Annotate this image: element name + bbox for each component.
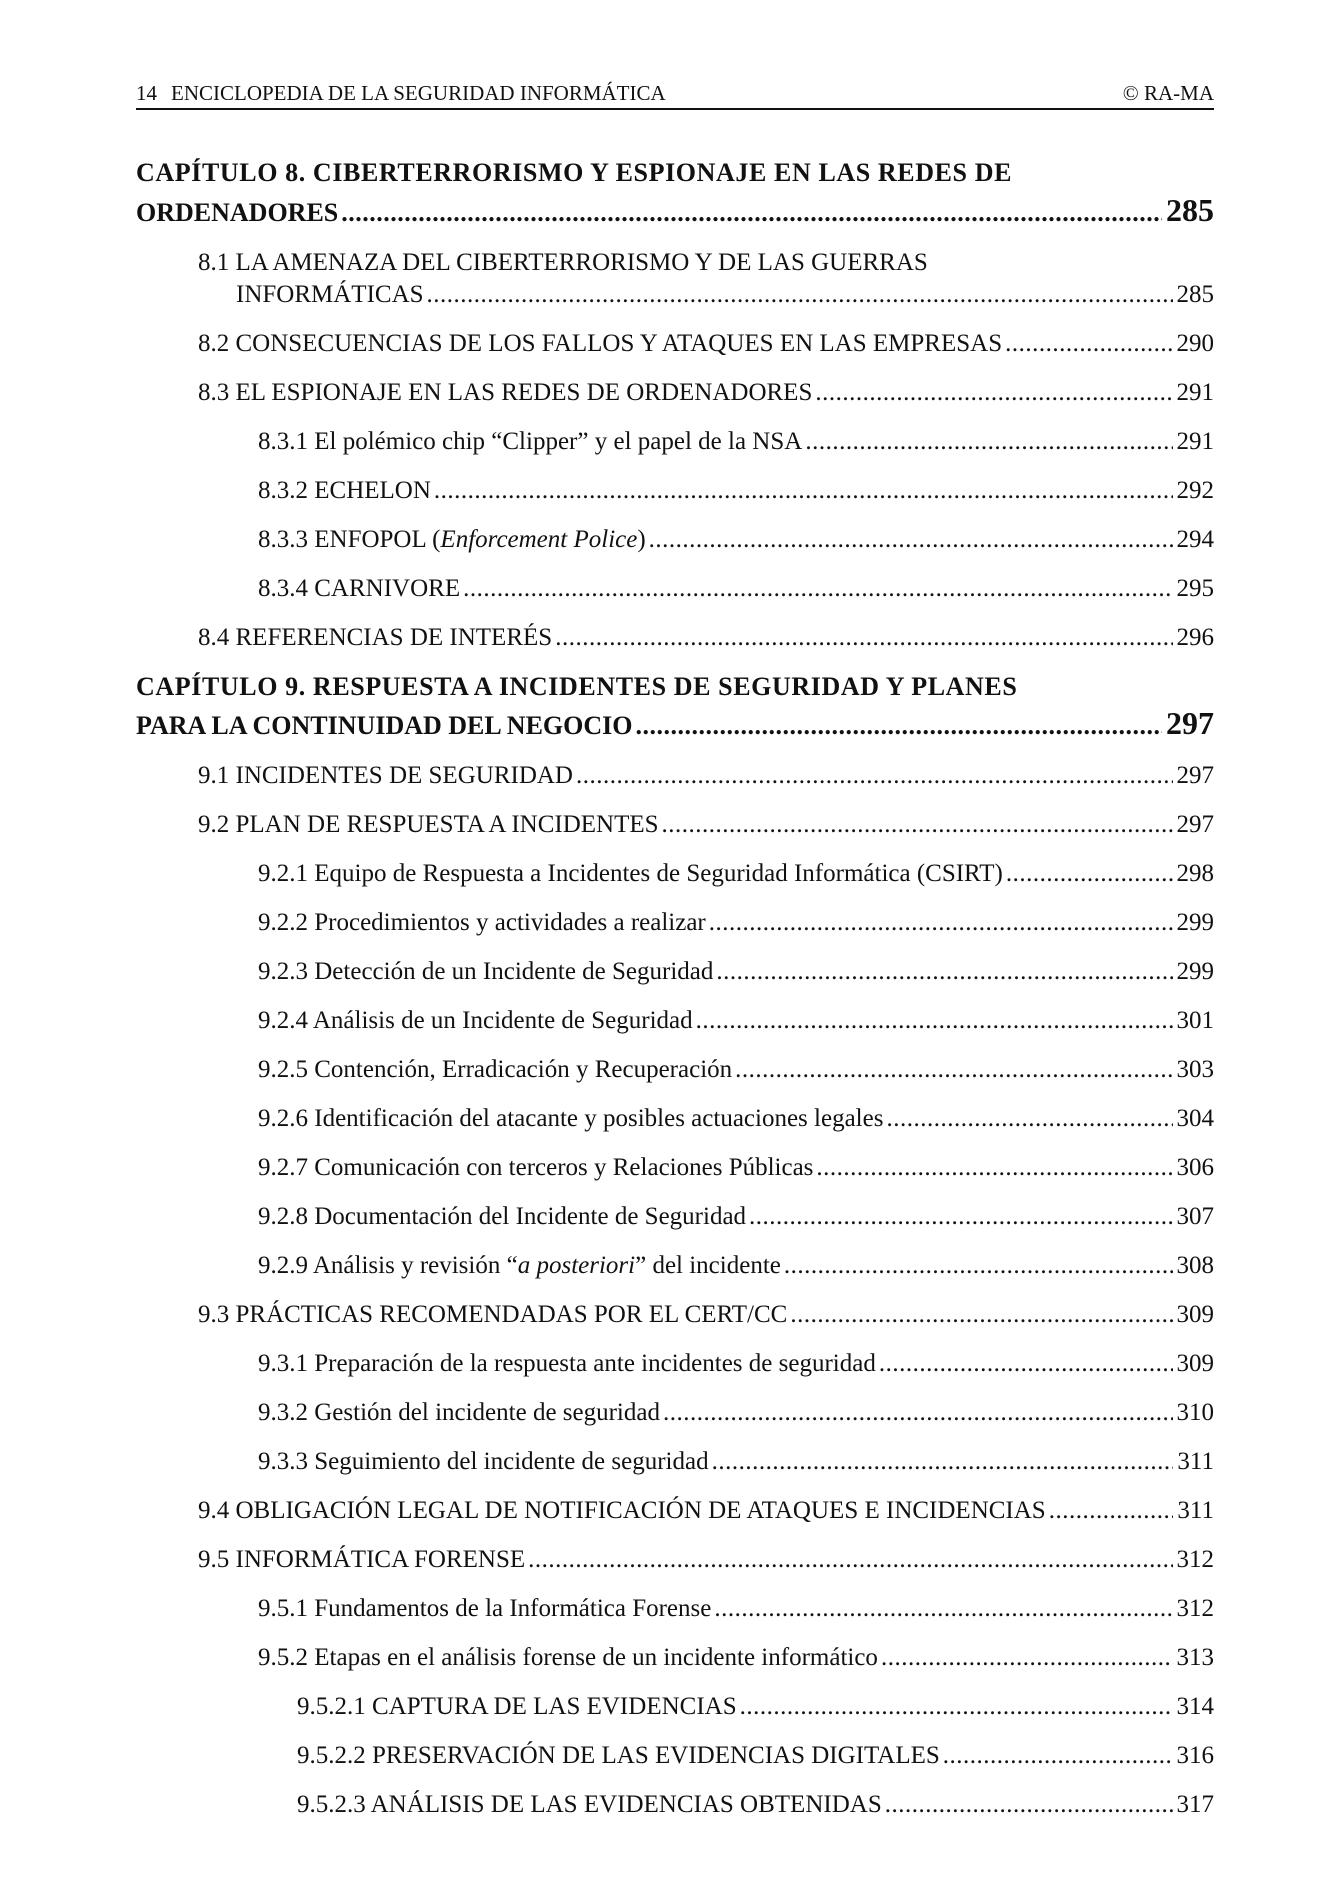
toc-8-3-3-label [258, 525, 646, 555]
toc-9-2-8-label: 9.2.8 Documentación del Incidente de Seguridad [258, 1203, 747, 1230]
toc-9-3-1-page: 309 [1176, 1350, 1214, 1377]
leader-dots [341, 198, 1162, 228]
toc-9-5-1-label: 9.5.1 Fundamentos de la Informática Forense [258, 1595, 712, 1622]
chapter-8-title-line1: CAPÍTULO 8. CIBERTERRORISMO Y ESPIONAJE EN LAS REDES DE [136, 158, 1013, 187]
leader-dots [805, 427, 1172, 457]
toc-9-2-9-italic: a posteriori [517, 1252, 636, 1279]
toc-9-5-label: 9.5 INFORMÁTICA FORENSE [198, 1546, 526, 1573]
toc-entry-9-2-9[interactable] [258, 1251, 1214, 1281]
toc-entry-9-3-1[interactable] [258, 1349, 1214, 1379]
toc-entry-9-1[interactable] [198, 761, 1214, 791]
toc-9-5-1-page: 312 [1176, 1595, 1214, 1622]
toc-8-3-label: 8.3 EL ESPIONAJE EN LAS REDES DE ORDENADORES [198, 379, 813, 406]
toc-entry-9-5-2[interactable] [258, 1643, 1214, 1673]
toc-9-5-2-3-label: 9.5.2.3 ANÁLISIS DE LAS EVIDENCIAS OBTENIDAS [297, 1791, 882, 1818]
toc-entry-8-3[interactable] [198, 378, 1214, 408]
toc-8-3-2-page: 292 [1176, 477, 1214, 504]
leader-dots [1049, 1496, 1174, 1526]
toc-9-2-1-label: 9.2.1 Equipo de Respuesta a Incidentes de Seguridad Informática (CSIRT) [258, 860, 1003, 887]
toc-entry-chapter-8[interactable] [136, 192, 1214, 228]
leader-dots [712, 1447, 1174, 1477]
toc-8-2-page: 290 [1176, 330, 1214, 357]
toc-9-2-9-page: 308 [1176, 1252, 1214, 1279]
toc-entry-9-3[interactable] [198, 1300, 1214, 1330]
toc-9-2-4-page: 301 [1176, 1007, 1214, 1034]
toc-entry-9-2-8[interactable] [258, 1202, 1214, 1232]
toc-8-1-line2: INFORMÁTICAS [236, 281, 424, 308]
toc-entry-9-2-2[interactable] [258, 908, 1214, 938]
toc-9-3-2-label: 9.3.2 Gestión del incidente de seguridad [258, 1399, 660, 1426]
toc-9-3-3-page: 311 [1177, 1448, 1214, 1475]
toc-9-2-2-label: 9.2.2 Procedimientos y actividades a realizar [258, 909, 706, 936]
toc-9-2-5-page: 303 [1176, 1056, 1214, 1083]
toc-entry-9-5-2-3[interactable] [297, 1790, 1214, 1820]
leader-dots [735, 1055, 1172, 1085]
toc-entry-9-2-4[interactable] [258, 1006, 1214, 1036]
toc-entry-9-5[interactable] [198, 1545, 1214, 1575]
leader-dots [815, 378, 1172, 408]
leader-dots [576, 761, 1173, 791]
toc-9-3-label: 9.3 PRÁCTICAS RECOMENDADAS POR EL CERT/CC [198, 1301, 788, 1328]
leader-dots [1005, 329, 1172, 359]
toc-9-2-9-suffix: ” del incidente [635, 1252, 781, 1279]
toc-8-1-page: 285 [1176, 281, 1214, 308]
leader-dots [716, 957, 1172, 987]
toc-entry-8-3-3[interactable] [258, 525, 1214, 555]
toc-9-2-8-page: 307 [1176, 1203, 1214, 1230]
toc-9-5-page: 312 [1176, 1546, 1214, 1573]
header-book-title: ENCICLOPEDIA DE LA SEGURIDAD INFORMÁTICA [171, 81, 666, 105]
chapter-9-title-line1: CAPÍTULO 9. RESPUESTA A INCIDENTES DE SEGURIDAD Y PLANES [136, 672, 1018, 701]
leader-dots [649, 525, 1173, 555]
toc-9-3-3-label: 9.3.3 Seguimiento del incidente de seguridad [258, 1448, 709, 1475]
toc-entry-chapter-9[interactable] [136, 705, 1214, 741]
chapter-9-title-line2: PARA LA CONTINUIDAD DEL NEGOCIO [136, 711, 633, 740]
toc-8-3-1-label: 8.3.1 El polémico chip “Clipper” y el papel de la NSA [258, 428, 803, 455]
toc-entry-9-5-2-1[interactable] [297, 1692, 1214, 1722]
toc-9-5-2-1-label: 9.5.2.1 CAPTURA DE LAS EVIDENCIAS [297, 1693, 737, 1720]
leader-dots [528, 1545, 1172, 1575]
toc-9-5-2-1-page: 314 [1176, 1693, 1214, 1720]
toc-entry-8-1[interactable] [236, 280, 1214, 310]
toc-8-3-3-suffix: ) [637, 526, 646, 553]
leader-dots [885, 1790, 1173, 1820]
chapter-9-page: 297 [1166, 705, 1214, 741]
toc-entry-9-2[interactable] [198, 810, 1214, 840]
toc-9-3-2-page: 310 [1176, 1399, 1214, 1426]
toc-8-3-2-label: 8.3.2 ECHELON [258, 477, 431, 504]
toc-9-2-5-label: 9.2.5 Contención, Erradicación y Recuperación [258, 1056, 733, 1083]
toc-entry-9-2-3[interactable] [258, 957, 1214, 987]
toc-9-2-3-page: 299 [1176, 958, 1214, 985]
toc-entry-9-3-3[interactable] [258, 1447, 1214, 1477]
leader-dots [790, 1300, 1172, 1330]
toc-9-1-page: 297 [1176, 762, 1214, 789]
toc-9-2-9-prefix: 9.2.9 Análisis y revisión “ [258, 1252, 518, 1279]
toc-8-3-3-italic: Enforcement Police [440, 526, 638, 553]
toc-entry-9-2-7[interactable] [258, 1153, 1214, 1183]
toc-8-3-3-prefix: 8.3.3 ENFOPOL ( [258, 526, 441, 553]
toc-8-1-line1: 8.1 LA AMENAZA DEL CIBERTERRORISMO Y DE LAS GUERRAS [198, 249, 928, 276]
toc-8-3-page: 291 [1176, 379, 1214, 406]
leader-dots [434, 476, 1173, 506]
leader-dots [816, 1153, 1172, 1183]
leader-dots [635, 711, 1162, 741]
leader-dots [696, 1006, 1173, 1036]
toc-9-3-1-label: 9.3.1 Preparación de la respuesta ante incidentes de seguridad [258, 1350, 876, 1377]
toc-entry-9-2-5[interactable] [258, 1055, 1214, 1085]
toc-8-3-3-page: 294 [1176, 526, 1214, 553]
leader-dots [749, 1202, 1172, 1232]
leader-dots [463, 574, 1172, 604]
leader-dots [555, 623, 1172, 653]
toc-9-2-page: 297 [1176, 811, 1214, 838]
leader-dots [709, 908, 1173, 938]
toc-9-1-label: 9.1 INCIDENTES DE SEGURIDAD [198, 762, 573, 789]
toc-entry-8-4[interactable] [198, 623, 1214, 653]
toc-8-3-4-label: 8.3.4 CARNIVORE [258, 575, 461, 602]
toc-9-2-7-label: 9.2.7 Comunicación con terceros y Relaciones Públicas [258, 1154, 814, 1181]
toc-8-4-page: 296 [1176, 624, 1214, 651]
leader-dots [943, 1741, 1173, 1771]
toc-entry-8-3-2[interactable] [258, 476, 1214, 506]
leader-dots [740, 1692, 1173, 1722]
toc-8-4-label: 8.4 REFERENCIAS DE INTERÉS [198, 624, 553, 651]
toc-9-2-9-label [258, 1251, 781, 1281]
toc-9-5-2-2-label: 9.5.2.2 PRESERVACIÓN DE LAS EVIDENCIAS DIGITALES [297, 1742, 940, 1769]
chapter-8-title-line2: ORDENADORES [136, 198, 339, 227]
toc-entry-8-2[interactable] [198, 329, 1214, 359]
toc-entry-9-2-6[interactable] [258, 1104, 1214, 1134]
toc-9-4-label: 9.4 OBLIGACIÓN LEGAL DE NOTIFICACIÓN DE ATAQUES E INCIDENCIAS [198, 1497, 1046, 1524]
leader-dots [879, 1349, 1173, 1379]
chapter-8-page: 285 [1166, 192, 1214, 228]
toc-9-5-2-2-page: 316 [1176, 1742, 1214, 1769]
toc-9-2-2-page: 299 [1176, 909, 1214, 936]
toc-9-2-4-label: 9.2.4 Análisis de un Incidente de Seguridad [258, 1007, 693, 1034]
toc-9-5-2-3-page: 317 [1176, 1791, 1214, 1818]
toc-9-5-2-label: 9.5.2 Etapas en el análisis forense de un incidente informático [258, 1644, 878, 1671]
toc-9-2-1-page: 298 [1176, 860, 1214, 887]
leader-dots [663, 1398, 1173, 1428]
leader-dots [714, 1594, 1172, 1624]
leader-dots [427, 280, 1173, 310]
toc-8-3-1-page: 291 [1176, 428, 1214, 455]
header-publisher: © RA-MA [1122, 81, 1214, 105]
toc-9-2-label: 9.2 PLAN DE RESPUESTA A INCIDENTES [198, 811, 659, 838]
toc-9-3-page: 309 [1176, 1301, 1214, 1328]
toc-9-2-6-label: 9.2.6 Identificación del atacante y posibles actuaciones legales [258, 1105, 884, 1132]
toc-9-2-7-page: 306 [1176, 1154, 1214, 1181]
leader-dots [886, 1104, 1172, 1134]
toc-entry-9-5-1[interactable] [258, 1594, 1214, 1624]
toc-9-4-page: 311 [1177, 1497, 1214, 1524]
toc-8-2-label: 8.2 CONSECUENCIAS DE LOS FALLOS Y ATAQUES EN LAS EMPRESAS [198, 330, 1003, 357]
header-page-number: 14 [136, 81, 157, 105]
toc-entry-9-5-2-2[interactable] [297, 1741, 1214, 1771]
toc-entry-9-2-1[interactable] [258, 859, 1214, 889]
toc-entry-9-4[interactable] [198, 1496, 1214, 1526]
toc-9-2-6-page: 304 [1176, 1105, 1214, 1132]
leader-dots [881, 1643, 1173, 1673]
toc-entry-8-3-1[interactable] [258, 427, 1214, 457]
leader-dots [784, 1251, 1173, 1281]
toc-9-5-2-page: 313 [1176, 1644, 1214, 1671]
toc-9-2-3-label: 9.2.3 Detección de un Incidente de Seguridad [258, 958, 714, 985]
toc-entry-9-3-2[interactable] [258, 1398, 1214, 1428]
leader-dots [662, 810, 1173, 840]
toc-entry-8-3-4[interactable] [258, 574, 1214, 604]
toc-8-3-4-page: 295 [1176, 575, 1214, 602]
leader-dots [1006, 859, 1173, 889]
